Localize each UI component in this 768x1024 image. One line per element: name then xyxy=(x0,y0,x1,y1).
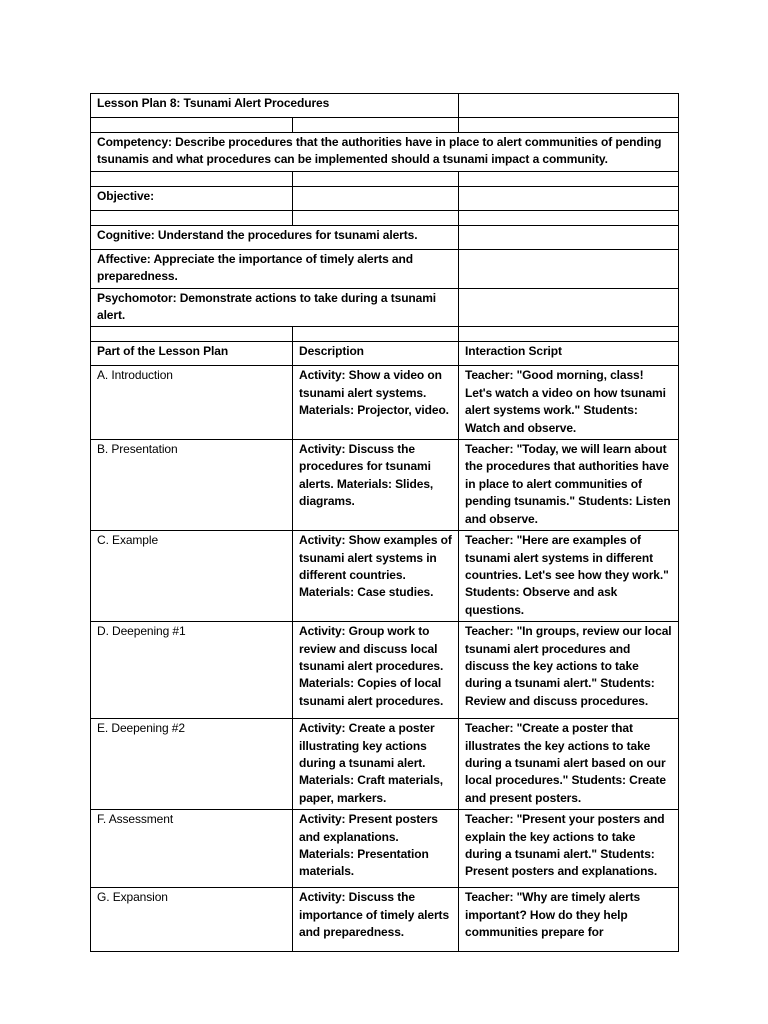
blank-row xyxy=(91,171,679,186)
part-description: Activity: Present posters and explanations. Materials: Presentation materials. xyxy=(293,810,459,888)
table-row xyxy=(91,810,679,888)
header-part: Part of the Lesson Plan xyxy=(91,342,293,366)
table-row xyxy=(91,531,679,622)
affective-objective: Affective: Appreciate the importance of timely alerts and preparedness. xyxy=(91,249,459,288)
objective-row xyxy=(91,186,679,210)
lesson-plan-table xyxy=(90,93,679,952)
part-script: Teacher: "Today, we will learn about the procedures that authorities have in place to alert communities of pending tsunamis." Students: Listen and observe. xyxy=(459,440,679,531)
blank-row xyxy=(91,327,679,342)
blank-row xyxy=(91,210,679,225)
part-name: D. Deepening #1 xyxy=(91,622,293,719)
table-row xyxy=(91,719,679,810)
part-name: C. Example xyxy=(91,531,293,622)
table-row xyxy=(91,622,679,719)
part-name: B. Presentation xyxy=(91,440,293,531)
cognitive-objective: Cognitive: Understand the procedures for tsunami alerts. xyxy=(91,225,459,249)
part-name: A. Introduction xyxy=(91,366,293,440)
part-script: Teacher: "In groups, review our local tsunami alert procedures and discuss the key actions to take during a tsunami alert." Students: Review and discuss procedures. xyxy=(459,622,679,719)
blank-row xyxy=(91,118,679,133)
part-name: G. Expansion xyxy=(91,888,293,952)
objective-label: Objective: xyxy=(91,186,293,210)
part-script: Teacher: "Here are examples of tsunami alert systems in different countries. Let's see how they work." Students: Observe and ask questions. xyxy=(459,531,679,622)
part-description: Activity: Show examples of tsunami alert systems in different countries. Materials: Case studies. xyxy=(293,531,459,622)
psychomotor-objective: Psychomotor: Demonstrate actions to take during a tsunami alert. xyxy=(91,288,459,327)
part-script: Teacher: "Good morning, class! Let's watch a video on how tsunami alert systems work." Students: Watch and observe. xyxy=(459,366,679,440)
part-script: Teacher: "Create a poster that illustrates the key actions to take during a tsunami alert based on our local procedures." Students: Create and present posters. xyxy=(459,719,679,810)
part-name: F. Assessment xyxy=(91,810,293,888)
table-row xyxy=(91,366,679,440)
column-header-row xyxy=(91,342,679,366)
part-script: Teacher: "Present your posters and explain the key actions to take during a tsunami alert." Students: Present posters and explanations. xyxy=(459,810,679,888)
part-description: Activity: Show a video on tsunami alert systems. Materials: Projector, video. xyxy=(293,366,459,440)
header-description: Description xyxy=(293,342,459,366)
part-description: Activity: Discuss the procedures for tsunami alerts. Materials: Slides, diagrams. xyxy=(293,440,459,531)
cognitive-row xyxy=(91,225,679,249)
title-row xyxy=(91,94,679,118)
part-description: Activity: Discuss the importance of timely alerts and preparedness. xyxy=(293,888,459,952)
table-row xyxy=(91,888,679,952)
empty-cell xyxy=(459,94,679,118)
part-description: Activity: Group work to review and discuss local tsunami alert procedures. Materials: Copies of local tsunami alert procedures. xyxy=(293,622,459,719)
competency-text: Competency: Describe procedures that the authorities have in place to alert communities of pending tsunamis and what procedures can be implemented should a tsunami impact a community. xyxy=(91,133,679,172)
lesson-title: Lesson Plan 8: Tsunami Alert Procedures xyxy=(91,94,459,118)
psychomotor-row xyxy=(91,288,679,327)
part-script: Teacher: "Why are timely alerts important? How do they help communities prepare for xyxy=(459,888,679,952)
affective-row xyxy=(91,249,679,288)
part-description: Activity: Create a poster illustrating key actions during a tsunami alert. Materials: Craft materials, paper, markers. xyxy=(293,719,459,810)
competency-row xyxy=(91,133,679,172)
part-name: E. Deepening #2 xyxy=(91,719,293,810)
table-row xyxy=(91,440,679,531)
header-script: Interaction Script xyxy=(459,342,679,366)
